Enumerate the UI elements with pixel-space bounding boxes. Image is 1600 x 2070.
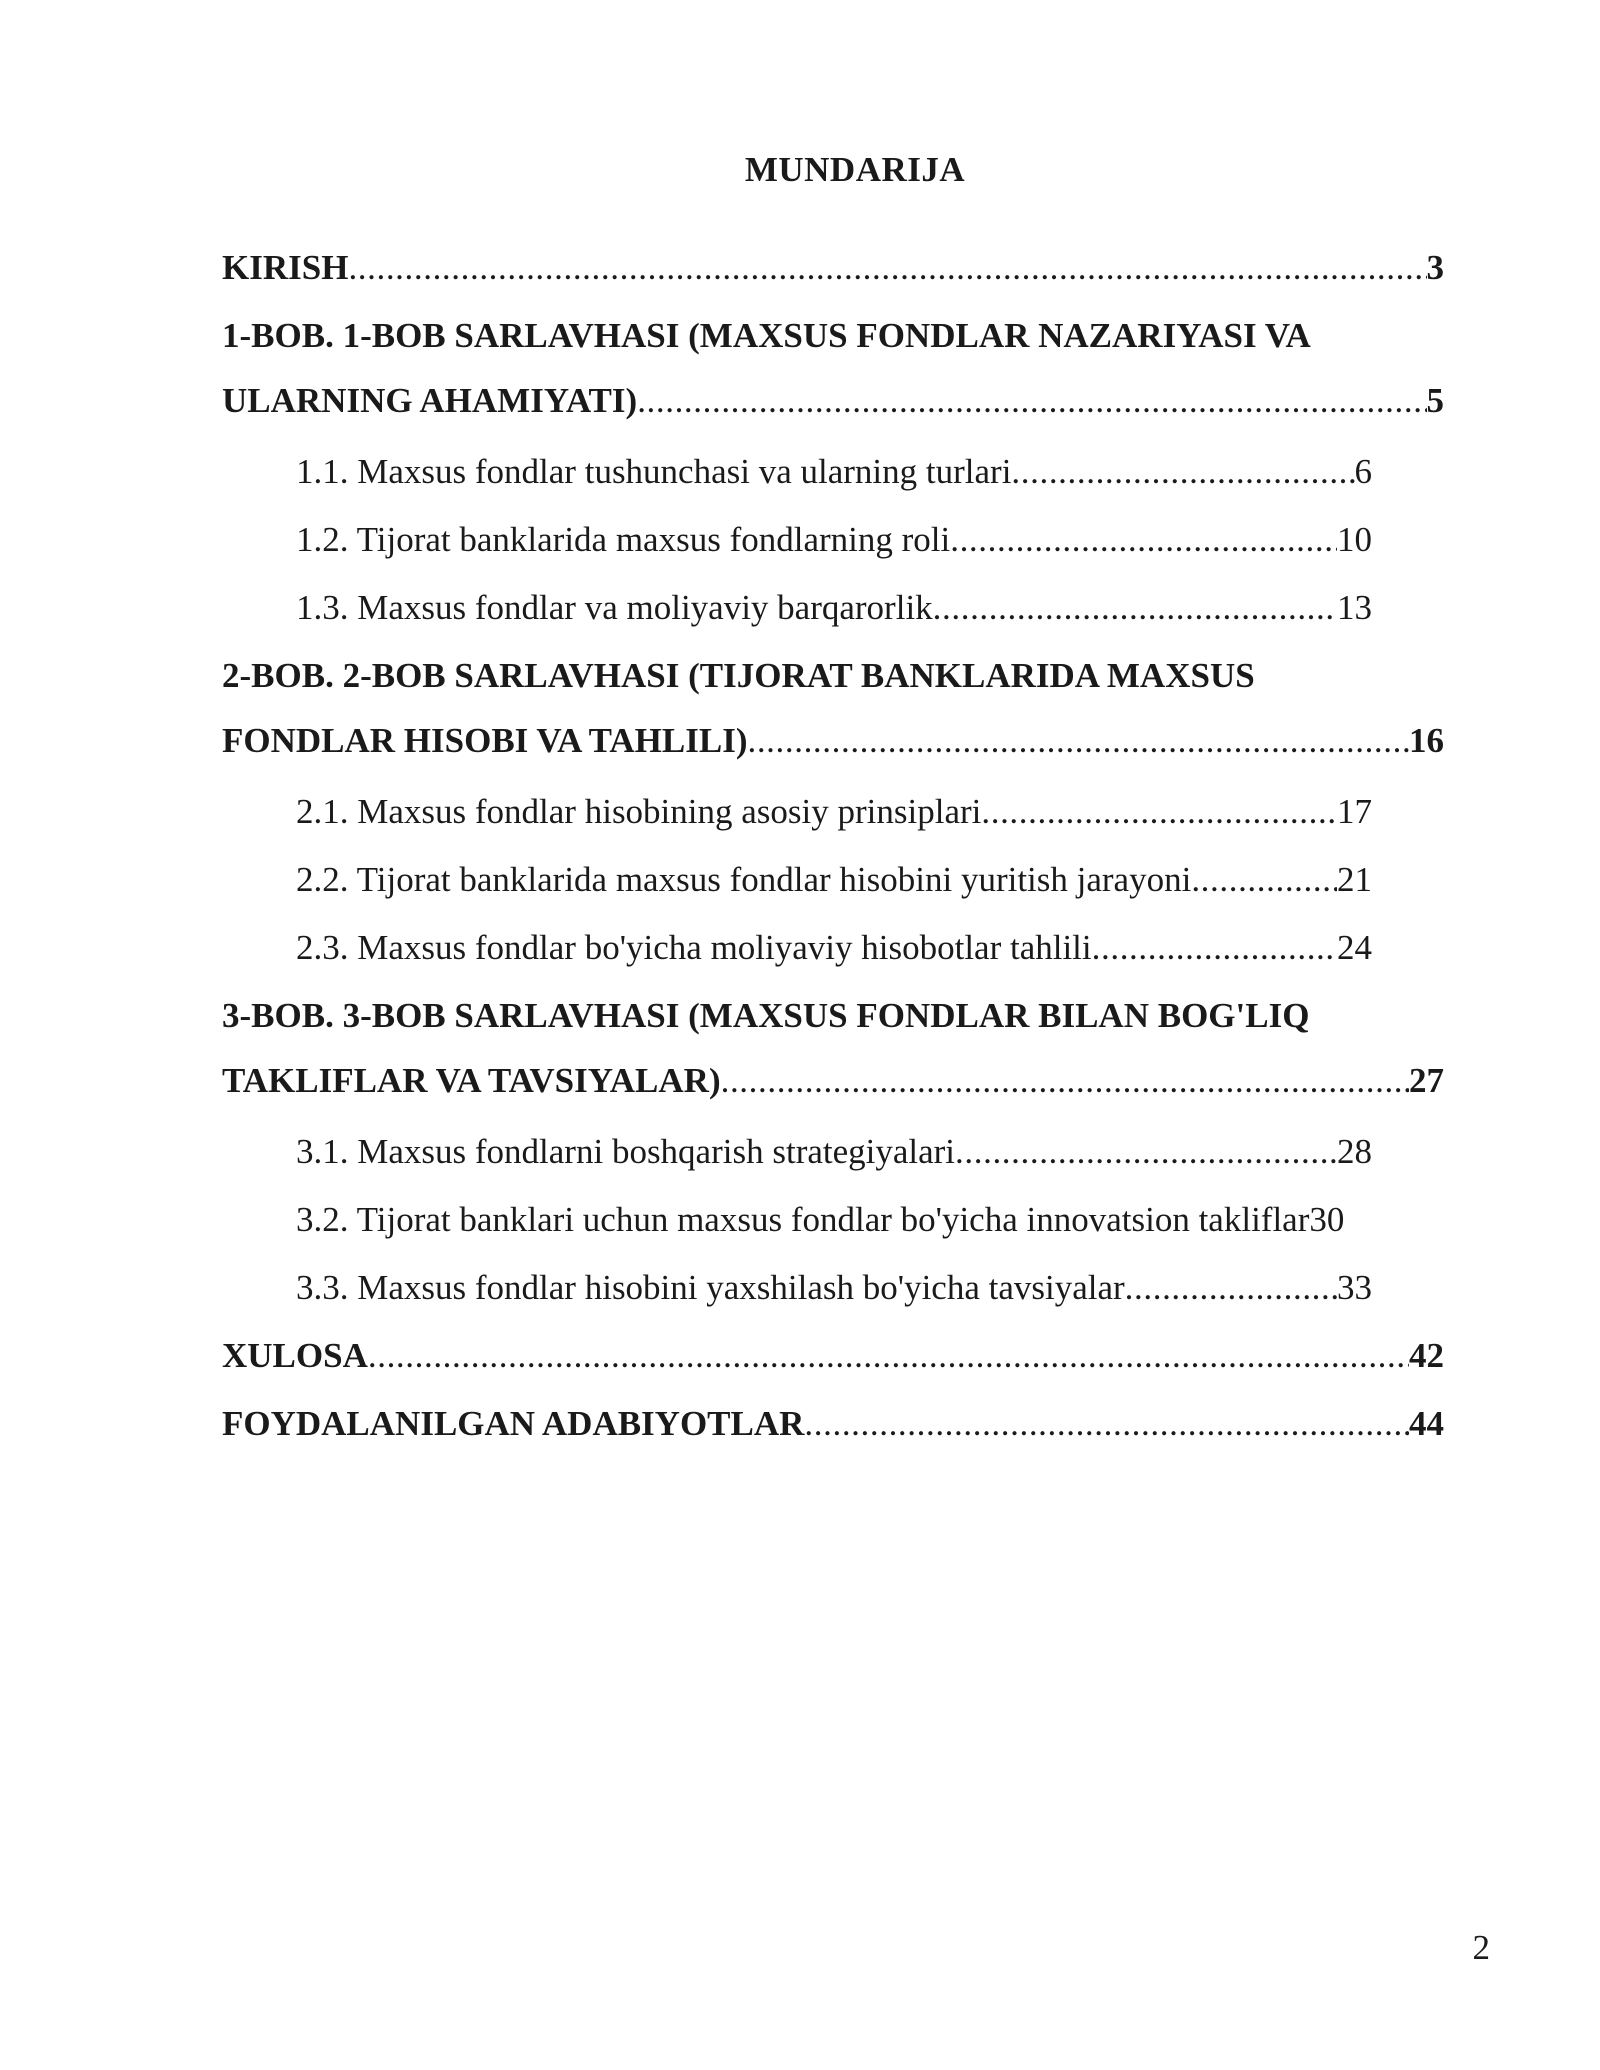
dot-leader (950, 508, 1337, 571)
toc-entry-page: 30 (1309, 1200, 1345, 1239)
toc-entry-page: 27 (1409, 1061, 1444, 1100)
toc-entry-section-2-1[interactable] (296, 780, 1372, 848)
toc-entry-label-line1: 1-BOB. 1-BOB SARLAVHASI (MAXSUS FONDLAR NAZARIYASI VA (222, 316, 1311, 355)
dot-leader (1092, 916, 1337, 979)
toc-entry-page: 13 (1337, 588, 1372, 627)
toc-entry-section-1-3[interactable] (296, 576, 1372, 644)
toc-entry-xulosa[interactable] (222, 1324, 1444, 1392)
toc-entry-kirish[interactable] (222, 236, 1444, 304)
toc-entry-label: 2.1. Maxsus fondlar hisobining asosiy prinsiplari (296, 792, 982, 831)
toc-entry-page: 33 (1337, 1268, 1372, 1307)
toc-title: MUNDARIJA (744, 150, 966, 189)
toc-entry-page: 3 (1426, 248, 1444, 287)
toc-entry-section-2-2[interactable] (296, 848, 1372, 916)
dot-leader (747, 709, 1409, 772)
toc-entry-page: 5 (1426, 381, 1444, 420)
toc-entry-section-3-2[interactable] (296, 1188, 1396, 1256)
toc-entry-section-3-3[interactable] (296, 1256, 1372, 1324)
dot-leader (721, 1049, 1409, 1112)
dot-leader (1011, 440, 1354, 503)
toc-entry-page: 17 (1337, 792, 1372, 831)
toc-entry-label: 1.2. Tijorat banklarida maxsus fondlarning roli (296, 520, 951, 559)
dot-leader (955, 1120, 1337, 1183)
toc-entry-references[interactable] (222, 1392, 1444, 1460)
dot-leader (348, 236, 1426, 299)
dot-leader (1125, 1256, 1337, 1319)
dot-leader (637, 369, 1426, 432)
toc-entry-label: 3.3. Maxsus fondlar hisobini yaxshilash bo'yicha tavsiyalar (296, 1268, 1125, 1307)
toc-entry-page: 10 (1337, 520, 1372, 559)
toc-entry-label: XULOSA (222, 1336, 368, 1375)
toc-entry-chapter-1[interactable] (222, 304, 1444, 440)
toc-entry-page: 16 (1409, 721, 1444, 760)
toc-entry-label: 1.1. Maxsus fondlar tushunchasi va ularning turlari (296, 452, 1012, 491)
table-of-contents (222, 236, 1444, 1460)
page-number: 2 (1472, 1928, 1490, 1967)
dot-leader (933, 576, 1337, 639)
toc-entry-label-line1: 3-BOB. 3-BOB SARLAVHASI (MAXSUS FONDLAR BILAN BOG'LIQ (222, 996, 1310, 1035)
dot-leader (981, 780, 1337, 843)
toc-entry-section-1-2[interactable] (296, 508, 1372, 576)
toc-entry-label: 2.2. Tijorat banklarida maxsus fondlar hisobini yuritish jarayoni (296, 860, 1192, 899)
toc-entry-label: FOYDALANILGAN ADABIYOTLAR (222, 1404, 805, 1443)
toc-entry-page: 6 (1354, 452, 1372, 491)
toc-entry-label-line2: FONDLAR HISOBI VA TAHLILI) (222, 721, 748, 760)
toc-entry-label: 3.2. Tijorat banklari uchun maxsus fondlar bo'yicha innovatsion takliflar (296, 1200, 1310, 1239)
dot-leader (1191, 848, 1337, 911)
dot-leader (368, 1324, 1409, 1387)
toc-entry-page: 42 (1409, 1336, 1444, 1375)
dot-leader (804, 1392, 1409, 1455)
toc-entry-page: 24 (1337, 928, 1372, 967)
toc-entry-label-line2: TAKLIFLAR VA TAVSIYALAR) (222, 1061, 721, 1100)
toc-entry-chapter-2[interactable] (222, 644, 1444, 780)
toc-entry-chapter-3[interactable] (222, 984, 1444, 1120)
toc-entry-page: 44 (1409, 1404, 1444, 1443)
toc-entry-page: 21 (1337, 860, 1372, 899)
toc-entry-label-line2: ULARNING AHAMIYATI) (222, 381, 638, 420)
toc-entry-label: 2.3. Maxsus fondlar bo'yicha moliyaviy hisobotlar tahlili (296, 928, 1092, 967)
toc-entry-label: 1.3. Maxsus fondlar va moliyaviy barqarorlik (296, 588, 933, 627)
toc-entry-label-line1: 2-BOB. 2-BOB SARLAVHASI (TIJORAT BANKLARIDA MAXSUS (222, 656, 1255, 695)
toc-entry-label: KIRISH (222, 248, 349, 287)
toc-entry-section-1-1[interactable] (296, 440, 1372, 508)
toc-entry-section-3-1[interactable] (296, 1120, 1372, 1188)
toc-entry-label: 3.1. Maxsus fondlarni boshqarish strategiyalari (296, 1132, 956, 1171)
toc-entry-section-2-3[interactable] (296, 916, 1372, 984)
toc-entry-page: 28 (1337, 1132, 1372, 1171)
